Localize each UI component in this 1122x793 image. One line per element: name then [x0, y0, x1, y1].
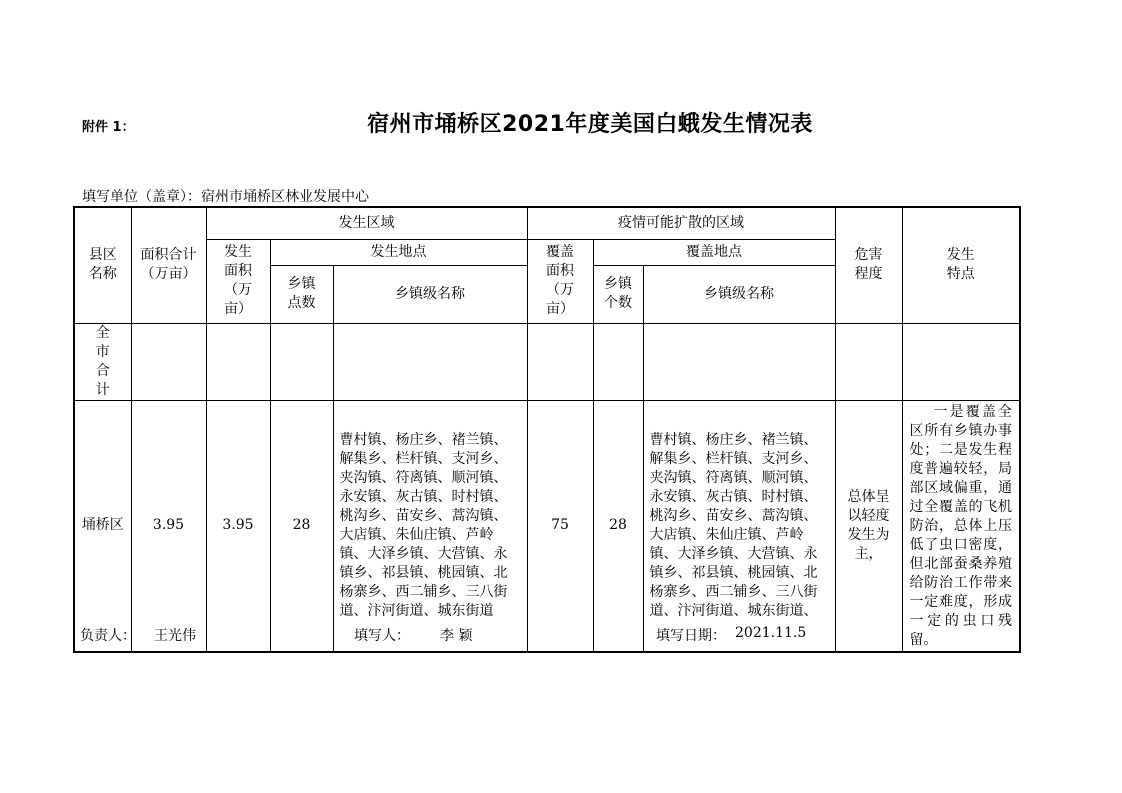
header-severity: 危害程度	[835, 207, 902, 323]
header-area-total: 面积合计（万亩）	[131, 207, 206, 323]
cell-occ-area: 3.95	[206, 400, 270, 652]
footer-responsible-name: 王光伟	[154, 628, 196, 644]
header-cover-location: 覆盖地点	[593, 239, 835, 265]
footer-date-label: 填写日期：	[656, 628, 726, 644]
footer-responsible-label: 负责人：	[80, 628, 136, 644]
total-row	[74, 323, 1020, 400]
header-features: 发生特点	[902, 207, 1020, 323]
filler-unit: 填写单位（盖章）：宿州市埇桥区林业发展中心	[82, 189, 369, 205]
header-group-occurrence: 发生区域	[206, 207, 527, 239]
header-occ-town-names: 乡镇级名称	[333, 265, 527, 323]
cell-cover-area: 75	[527, 400, 593, 652]
page-title: 宿州市埇桥区2021年度美国白蛾发生情况表	[367, 112, 813, 137]
cell-county: 埇桥区	[74, 400, 131, 652]
table-row	[74, 400, 1020, 652]
header-cover-area: 覆盖面积（万亩）	[527, 239, 593, 323]
header-occ-area: 发生面积（万亩）	[206, 239, 270, 323]
header-cover-town-names: 乡镇级名称	[643, 265, 835, 323]
header-occ-location: 发生地点	[270, 239, 527, 265]
footer-filler-label: 填写人：	[354, 628, 410, 644]
header-group-spread: 疫情可能扩散的区域	[527, 207, 835, 239]
header-occ-town-count: 乡镇点数	[270, 265, 333, 323]
cell-occ-town-names: 曹村镇、杨庄乡、褚兰镇、解集乡、栏杆镇、支河乡、夹沟镇、符离镇、顺河镇、永安镇、灰古镇、时村镇、桃沟乡、苗安乡、蒿沟镇、大店镇、朱仙庄镇、芦岭镇、大泽乡镇、大营镇、永镇乡、祁县镇、桃园镇、北杨寨乡、西二铺乡、三八街道、汴河街道、城东街道	[333, 400, 527, 652]
cell-features: 一是覆盖全区所有乡镇办事处；二是发生程度普遍较轻，局部区域偏重，通过全覆盖的飞机防治，总体上压低了虫口密度，但北部蚕桑养殖给防治工作带来一定难度，形成一定的虫口残留。	[902, 400, 1020, 652]
header-county: 县区名称	[74, 207, 131, 323]
attachment-label: 附件 1：	[82, 120, 135, 135]
footer-date-value: 2021.11.5	[735, 625, 807, 641]
cell-severity: 总体呈以轻度发生为主，	[835, 400, 902, 652]
header-cover-town-count: 乡镇个数	[593, 265, 643, 323]
cell-cover-town-names: 曹村镇、杨庄乡、褚兰镇、解集乡、栏杆镇、支河乡、夹沟镇、符离镇、顺河镇、永安镇、灰古镇、时村镇、桃沟乡、苗安乡、蒿沟镇、大店镇、朱仙庄镇、芦岭镇、大泽乡镇、大营镇、永镇乡、祁县镇、桃园镇、北杨寨乡、西二铺乡、三八街道、汴河街道、城东街道、	[643, 400, 835, 652]
cell-occ-town-count: 28	[270, 400, 333, 652]
occurrence-table	[73, 206, 1021, 653]
footer-filler-name: 李 颖	[440, 628, 473, 644]
cell-cover-town-count: 28	[593, 400, 643, 652]
total-row-label: 全市合计	[74, 323, 131, 400]
cell-area-total: 3.95	[131, 400, 206, 652]
